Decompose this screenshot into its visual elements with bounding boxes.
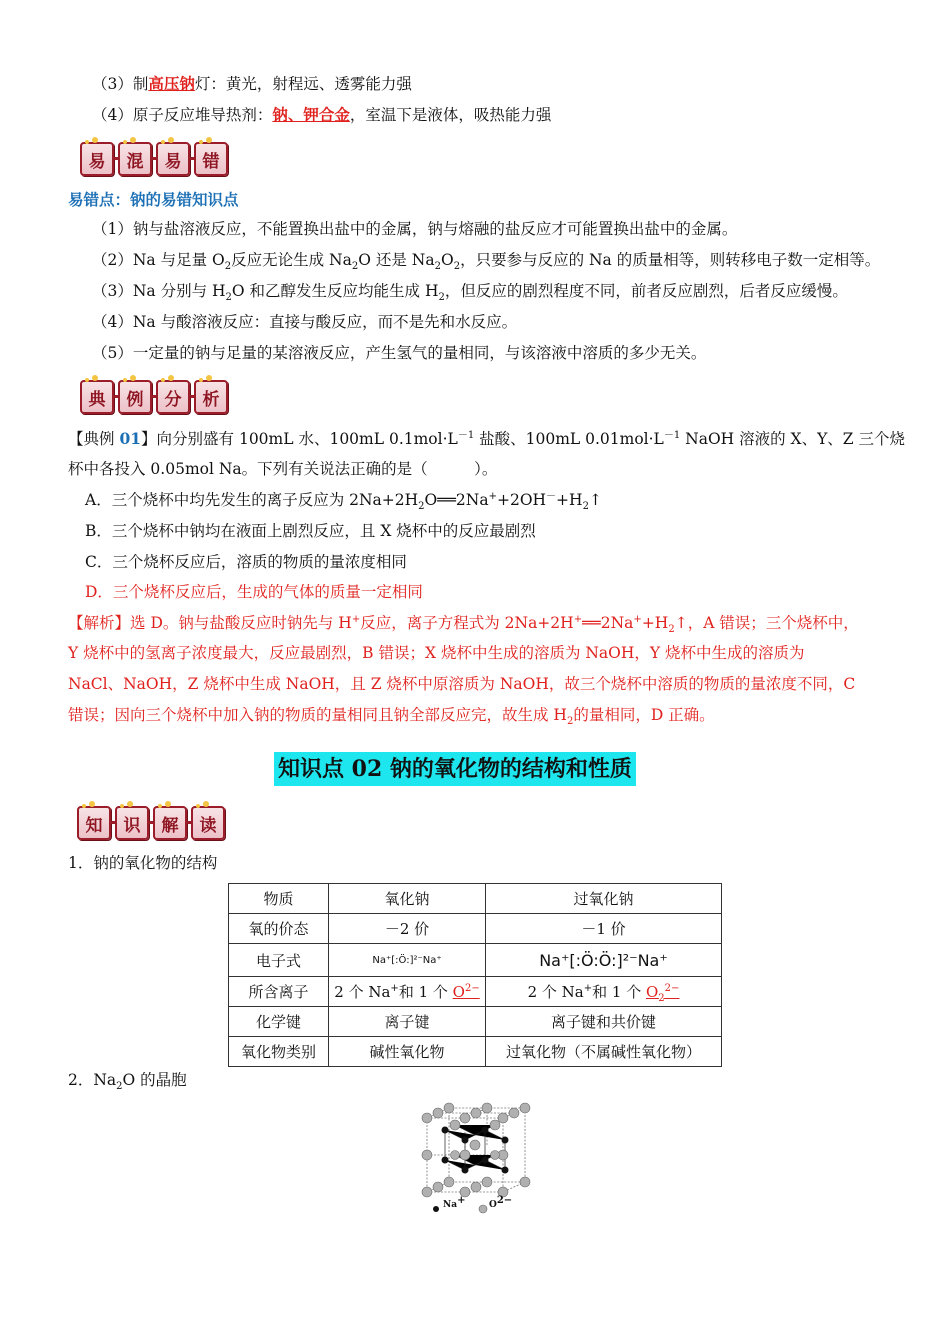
mistake-3: （3）Na 分别与 $H_2O$ 和乙醇发生反应均能生成 $H_2$，但反应的剧烈程度不同，前者反应剧烈，后者反应缓慢。 <box>92 282 848 304</box>
mistake-1: （1）钠与盐溶液反应，不能置换出盐中的金属，钠与熔融的盐反应才可能置换出盐中的金属。 <box>92 220 738 238</box>
table-row: 氧的价态 －2 价 －1 价 <box>229 914 722 944</box>
line-4: （4）原子反应堆导热剂：钠、钾合金，室温下是液体，吸热能力强 <box>92 105 552 124</box>
legend-na: Na+ <box>443 1195 466 1210</box>
analysis-line-1: 【解析】选 D。钠与盐酸反应时钠先与 H+反应，离子方程式为 $2Na+2H^+══2Na^++H_2↑$，A 错误；三个烧杯中， <box>68 613 859 636</box>
mistake-4: （4）Na 与酸溶液反应：直接与酸反应，而不是先和水反应。 <box>92 313 518 331</box>
mistake-5: （5）一定量的钠与足量的某溶液反应，产生氢气的量相同，与该溶液中溶质的多少无关。 <box>92 344 707 362</box>
badge-example: 典 例 分 析 <box>80 380 228 414</box>
subheading-crystal: 2．$Na_2O$ 的晶胞 <box>68 1071 187 1093</box>
option-c: C．三个烧杯反应后，溶质的物质的量浓度相同 <box>85 553 407 571</box>
table-row: 所含离子 2 个 Na+和 1 个 $O^{2-}$ 2 个 Na+和 1 个 $O_2^{2-}$ <box>229 977 722 1007</box>
oxide-table <box>228 883 722 1067</box>
question-line-1: 【典例 01】向分别盛有 100mL 水、100mL $0.1mol\cdot L^{-1}$ 盐酸、100mL $0.01mol\cdot L^{-1}$ NaOH 溶液的 X、Y、Z 三个烧 <box>68 429 906 448</box>
option-b: B．三个烧杯中钠均在液面上剧烈反应，且 X 烧杯中的反应最剧烈 <box>85 522 536 540</box>
subheading-structure: 1．钠的氧化物的结构 <box>68 854 218 872</box>
table-row: 化学键 离子键 离子键和共价键 <box>229 1007 722 1037</box>
question-line-2: 杯中各投入 0.05mol Na。下列有关说法正确的是（ ）。 <box>68 460 498 478</box>
analysis-line-4: 错误；因向三个烧杯中加入钠的物质的量相同且钠全部反应完，故生成 $H_2$的量相同，D 正确。 <box>68 706 715 728</box>
badge-knowledge: 知 识 解 读 <box>77 806 225 840</box>
table-row: 氧化物类别 碱性氧化物 过氧化物（不属碱性氧化物） <box>229 1037 722 1067</box>
option-a: A．三个烧杯中均先发生的离子反应为 $2Na+2H_2O══2Na^++2OH^-+H_2↑$ <box>85 490 602 513</box>
mistake-2: （2）Na 与足量 $O_2$反应无论生成 $Na_2O$ 还是 $Na_2O_2$，只要参与反应的 Na 的质量相等，则转移电子数一定相等。 <box>92 251 881 273</box>
legend-o: $O^{2-}$ <box>489 1195 513 1210</box>
badge-mistake: 易 混 易 错 <box>80 142 228 176</box>
table-row: 物质 氧化钠 过氧化钠 <box>229 884 722 914</box>
table-row: 电子式 Na⁺[:Ö:]²⁻Na⁺ Na⁺[:Ö:Ö:]²⁻Na⁺ <box>229 944 722 977</box>
analysis-line-3: NaCl、NaOH，Z 烧杯中生成 NaOH，且 Z 烧杯中原溶质为 NaOH，故三个烧杯中溶质的物质的量浓度不同，C <box>68 675 856 693</box>
na2o-crystal-cell <box>415 1100 540 1220</box>
section-heading: 知识点 02 钠的氧化物的结构和性质 <box>274 752 636 786</box>
option-d: D．三个烧杯反应后，生成的气体的质量一定相同 <box>85 583 423 601</box>
analysis-line-2: Y 烧杯中的氢离子浓度最大，反应最剧烈，B 错误；X 烧杯中生成的溶质为 NaOH，Y 烧杯中生成的溶质为 <box>68 644 805 662</box>
line-3: （3）制高压钠灯：黄光，射程远、透雾能力强 <box>92 74 412 93</box>
mistake-title: 易错点：钠的易错知识点 <box>68 190 239 209</box>
